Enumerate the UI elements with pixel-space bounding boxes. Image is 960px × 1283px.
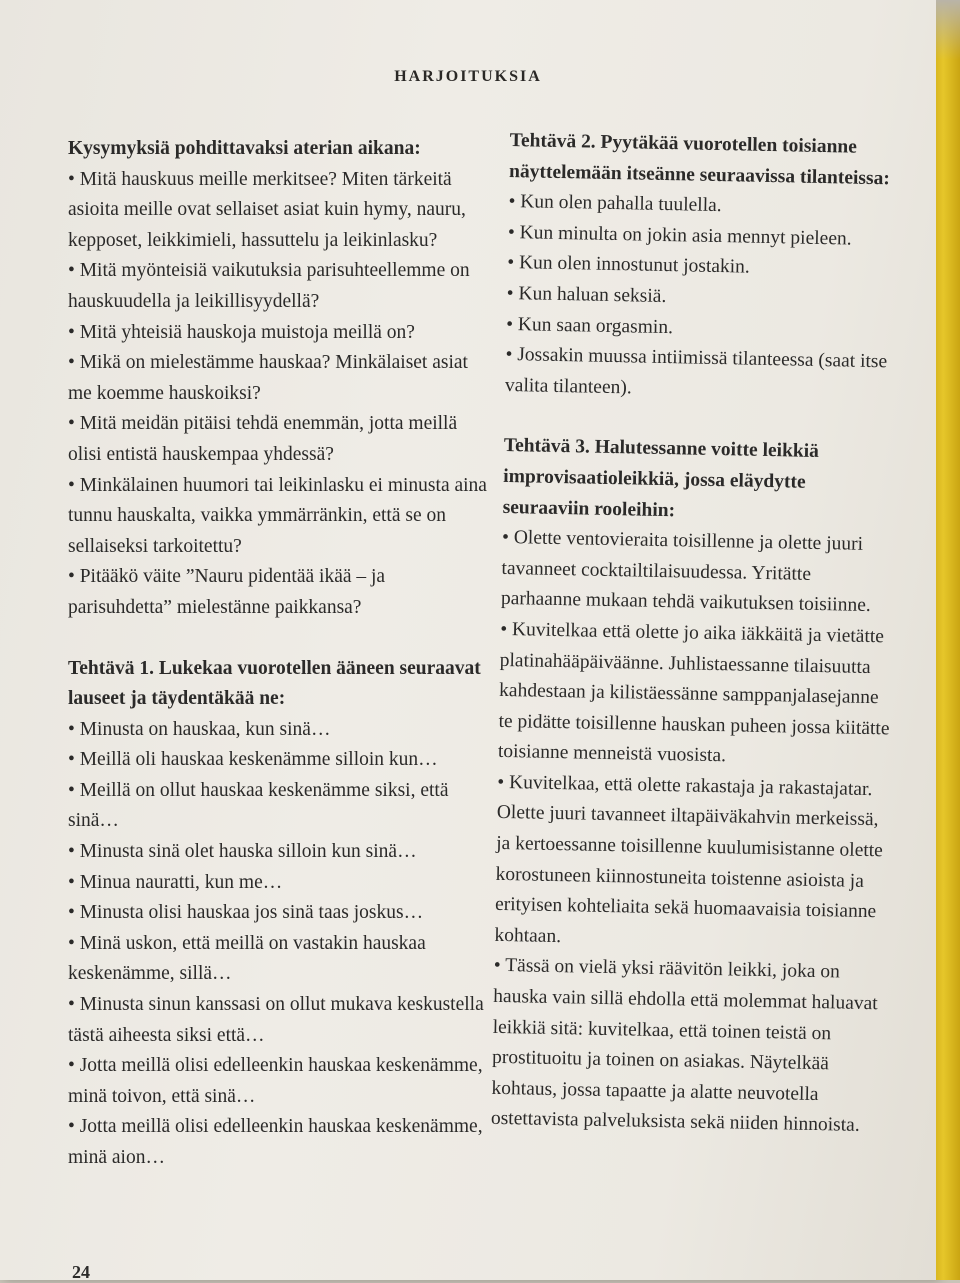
list-item: • Jossakin muussa intiimissä tilanteessa (saat itse valita tilanteen). bbox=[504, 344, 888, 399]
list-item: • Minusta sinä olet hauska silloin kun sinä… bbox=[68, 841, 417, 863]
list-item: • Mitä meidän pitäisi tehdä enemmän, jotta meillä olisi entistä hauskempaa yhdessä? bbox=[68, 413, 458, 465]
list-item: • Jotta meillä olisi edelleenkin hauskaa keskenämme, minä toivon, että sinä… bbox=[68, 1055, 483, 1107]
list-item: • Kun olen innostunut jostakin. bbox=[507, 252, 750, 279]
list-item: • Tässä on vielä yksi räävitön leikki, joka on hauska vain sillä ehdolla että molemmat haluavat leikkiä sitä: kuvitelkaa, että toinen teistä on prostituoitu ja toinen on asiakas. Näytelkää kohtaus, jossa tapaatte ja alatte neuvotella ostettavista palveluksista sekä niiden hinnoista. bbox=[490, 955, 878, 1137]
list-item: • Mitä hauskuus meille merkitsee? Miten tärkeitä asioita meille ovat sellaiset asiat kuin hymy, nauru, kepposet, leikkimieli, hassuttelu ja leikinlasku? bbox=[68, 168, 466, 251]
task1-heading: Tehtävä 1. Lukekaa vuorotellen ääneen seuraavat lauseet ja täydentäkää ne: bbox=[68, 657, 481, 710]
list-item: • Jotta meillä olisi edelleenkin hauskaa keskenämme, minä aion… bbox=[68, 1116, 483, 1168]
task3-heading: Tehtävä 3. Halutessanne voitte leikkiä improvisaatioleikkiä, jossa eläydytte seuraaviin rooleihin: bbox=[502, 435, 820, 521]
list-item: • Kuvitelkaa että olette jo aika iäkkäitä ja vietätte platinahääpäiväänne. Juhlistaessanne tilaisuutta kahdestaan ja kilistäessänne samppanjalasejanne te pidätte toisillenne hauskan puheen jossa kiitätte toisianne menneistä vuosista. bbox=[497, 618, 890, 767]
list-item: • Kun minulta on jokin asia mennyt pieleen. bbox=[507, 221, 852, 250]
list-item: • Minusta on hauskaa, kun sinä… bbox=[68, 718, 331, 740]
list-item: • Minusta sinun kanssasi on ollut mukava keskustella tästä aiheesta siksi että… bbox=[68, 994, 484, 1046]
book-edge bbox=[936, 0, 960, 1280]
right-column bbox=[491, 126, 902, 1142]
spacer bbox=[68, 624, 492, 654]
running-header: HARJOITUKSIA bbox=[394, 68, 542, 85]
list-item: • Meillä oli hauskaa keskenämme silloin kun… bbox=[68, 749, 438, 771]
list-item: • Minkälainen huumori tai leikinlasku ei minusta aina tunnu hauskalta, vaikka ymmärränkin, että se on sellaiseksi tarkoitettu? bbox=[68, 474, 487, 557]
edge-shadow bbox=[936, 0, 960, 60]
list-item: • Meillä on ollut hauskaa keskenämme siksi, että sinä… bbox=[68, 779, 449, 832]
list-item: • Pitääkö väite ”Nauru pidentää ikää – ja parisuhdetta” mielestänne paikkansa? bbox=[68, 566, 386, 618]
page-number: 24 bbox=[72, 1262, 90, 1282]
list-item: • Kun olen pahalla tuulella. bbox=[508, 191, 722, 217]
left-column bbox=[68, 134, 492, 1174]
list-item: • Mitä myönteisiä vaikutuksia parisuhteellemme on hauskuudella ja leikillisyydellä? bbox=[68, 260, 470, 312]
list-item: • Minua nauratti, kun me… bbox=[68, 871, 283, 893]
list-item: • Olette ventovieraita toisillenne ja olette juuri tavanneet cocktailtilaisuudessa. Yritätte parhaanne mukaan tehdä vaikutuksen toisiinne. bbox=[500, 527, 871, 617]
task2-heading: Tehtävä 2. Pyytäkää vuorotellen toisianne näyttelemään itseänne seuraavissa tilanteissa: bbox=[508, 129, 891, 189]
list-item: • Kun haluan seksiä. bbox=[506, 282, 667, 307]
list-item: • Minusta olisi hauskaa jos sinä taas joskus… bbox=[68, 902, 424, 924]
list-item: • Kuvitelkaa, että olette rakastaja ja rakastajatar. Olette juuri tavanneet iltapäiväkahvin merkeissä, ja kertoessanne toisillenne kuulumisistanne olette korostuneen kiinnostuneita toistenne asioista ja erityisen kohteliaita sekä huomaavaisia toisianne kohtaan. bbox=[494, 771, 884, 947]
list-item: • Mitä yhteisiä hauskoja muistoja meillä on? bbox=[68, 321, 415, 343]
list-item: • Mikä on mielestämme hauskaa? Minkälaiset asiat me koemme hauskoiksi? bbox=[68, 352, 468, 404]
list-item: • Minä uskon, että meillä on vastakin hauskaa keskenämme, sillä… bbox=[68, 932, 426, 985]
questions-heading: Kysymyksiä pohdittavaksi aterian aikana: bbox=[68, 138, 421, 159]
list-item: • Kun saan orgasmin. bbox=[505, 313, 674, 338]
